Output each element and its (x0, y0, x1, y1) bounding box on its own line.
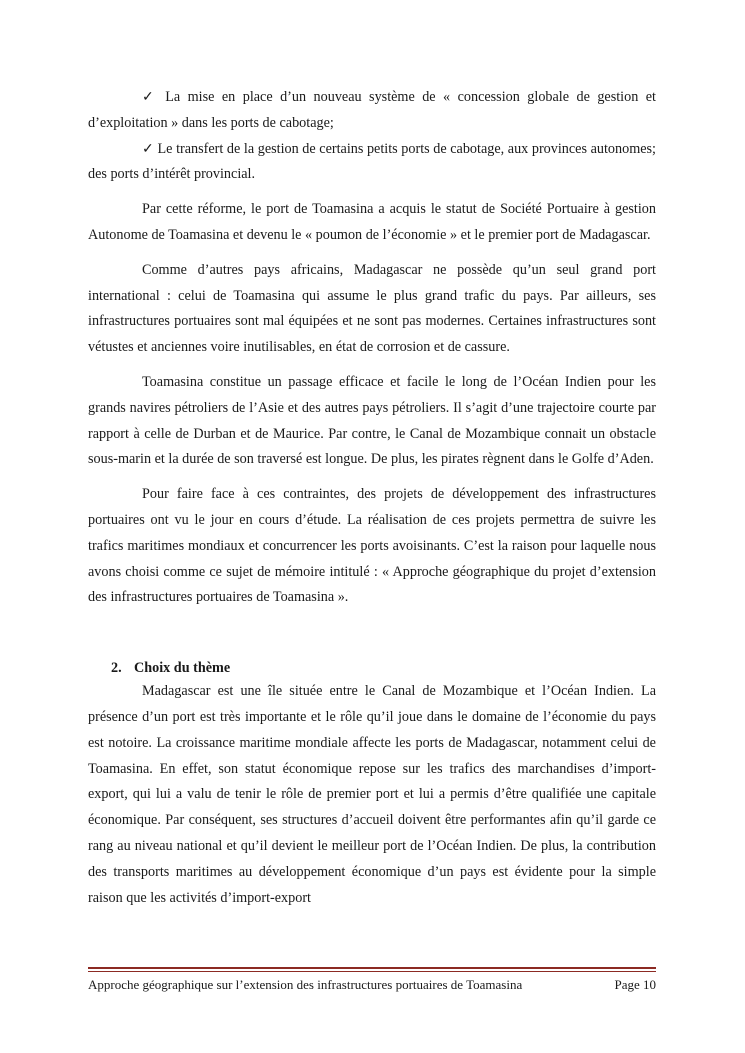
body-paragraph: Par cette réforme, le port de Toamasina a acquis le statut de Société Portuaire à gestion Autonome de Toamasina et devenu le « poumon de l’économie » et le premier port de Madagascar. (88, 201, 656, 243)
page-number: Page 10 (614, 977, 656, 992)
section-title: Choix du thème (134, 660, 231, 677)
section-heading (111, 657, 656, 679)
footer-title: Approche géographique sur l’extension des infrastructures portuaires de Toamasina (88, 977, 523, 992)
document-body (88, 85, 656, 911)
footer-divider-thin (88, 971, 656, 972)
body-paragraph: Comme d’autres pays africains, Madagascar ne possède qu’un seul grand port international : celui de Toamasina qui assume le plus grand trafic du pays. Par ailleurs, ses infrastructures portuaires sont mal équipées et ne sont pas modernes. Certaines infrastructures sont vétustes et anciennes voire inutilisables, en état de corrosion et de cassure. (88, 261, 656, 356)
section-number: 2. (111, 660, 122, 677)
body-paragraph: Pour faire face à ces contraintes, des projets de développement des infrastructures portuaires ont vu le jour en cours d’étude. La réalisation de ces projets permettra de suivre les trafics maritimes mondiaux et concurrencer les ports avoisinants. C’est la raison pour laquelle nous avons choisi comme ce sujet de mémoire intitulé : « Approche géographique du projet d’extension des infrastructures portuaires de Toamasina ». (88, 486, 656, 606)
footer-divider (88, 967, 656, 969)
page-footer (88, 976, 656, 994)
body-paragraph: Madagascar est une île située entre le Canal de Mozambique et l’Océan Indien. La présence d’un port est très importante et le rôle qu’il joue dans le domaine de l’économie du pays est notoire. La croissance maritime mondiale affecte les ports de Madagascar, notamment celui de Toamasina. En effet, son statut économique repose sur les trafics des marchandises d’import-export, qui lui a valu de tenir le rôle de premier port et lui a permis d’être qualifiée une capitale économique. Par conséquent, ses structures d’accueil doivent être performantes afin qu’il garde ce rang au niveau national et qu’il devient le meilleur port de l’Océan Indien. De plus, la contribution des transports maritimes au développement économique d’un pays est évidente pour la simple raison que les activités d’import-export (88, 683, 656, 906)
body-paragraph: Toamasina constitue un passage efficace et facile le long de l’Océan Indien pour les grands navires pétroliers de l’Asie et des autres pays pétroliers. Il s’agit d’une trajectoire courte par rapport à celle de Durban et de Maurice. Par contre, le Canal de Mozambique connait un obstacle sous-marin et la durée de son traversé est longue. De plus, les pirates règnent dans le Golfe d’Aden. (88, 373, 656, 468)
bullet-paragraph: ✓ La mise en place d’un nouveau système de « concession globale de gestion et d’exploitation » dans les ports de cabotage; (88, 89, 656, 131)
bullet-paragraph: ✓ Le transfert de la gestion de certains petits ports de cabotage, aux provinces autonomes; des ports d’intérêt provincial. (88, 140, 656, 183)
